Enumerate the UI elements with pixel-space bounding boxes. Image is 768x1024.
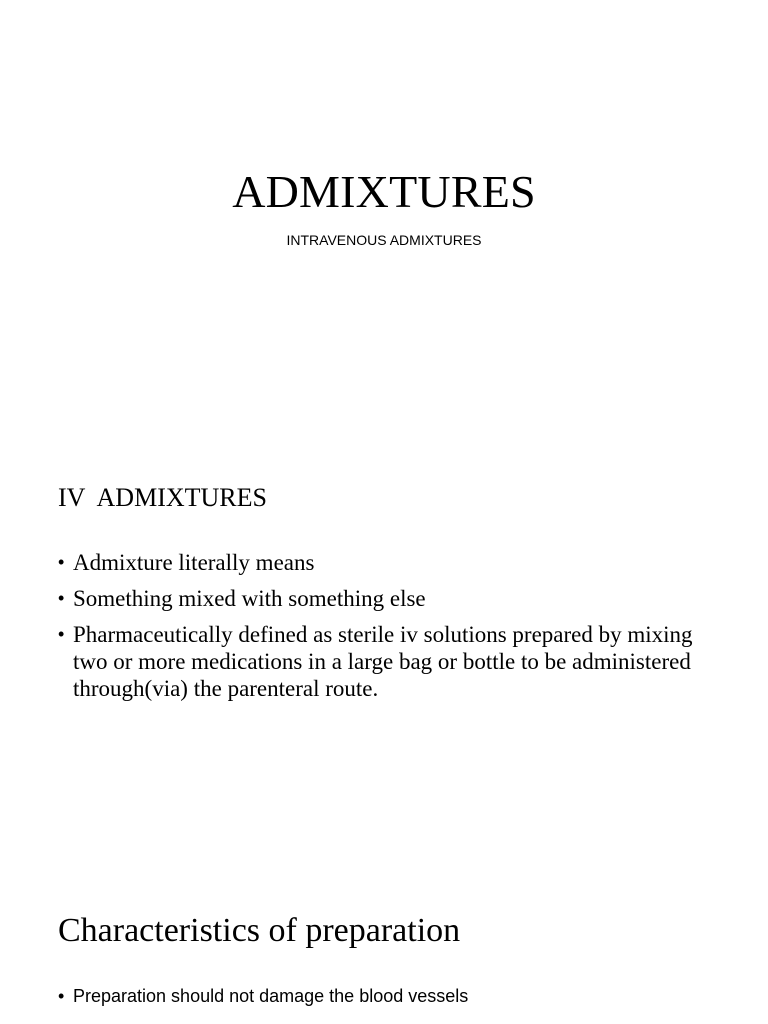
slide-heading: Characteristics of preparation	[58, 912, 461, 949]
slide-title: ADMIXTURES	[232, 166, 536, 217]
slide-subtitle: INTRAVENOUS ADMIXTURES	[286, 232, 482, 248]
characteristics-slide	[0, 864, 768, 1024]
bullet-item	[58, 621, 718, 702]
slide-heading: IV ADMIXTURES	[58, 483, 267, 512]
bullet-item	[58, 549, 718, 576]
bullet-text: Something mixed with something else	[73, 586, 426, 611]
definition-slide	[0, 432, 768, 864]
bullet-icon: •	[58, 624, 65, 644]
bullet-text: Admixture literally means	[73, 550, 315, 575]
bullet-icon: •	[58, 986, 65, 1006]
title-slide	[0, 0, 768, 432]
bullet-text: Preparation should not damage the blood vessels	[73, 986, 469, 1006]
bullet-icon: •	[58, 588, 65, 608]
bullet-list	[58, 549, 718, 711]
bullet-item	[58, 984, 718, 1008]
bullet-item	[58, 585, 718, 612]
bullet-icon: •	[58, 552, 65, 572]
bullet-text: Pharmaceutically defined as sterile iv solutions prepared by mixing two or more medications in a large bag or bottle to be administered through(via) the parenteral route.	[73, 622, 693, 701]
bullet-list	[58, 984, 718, 1017]
